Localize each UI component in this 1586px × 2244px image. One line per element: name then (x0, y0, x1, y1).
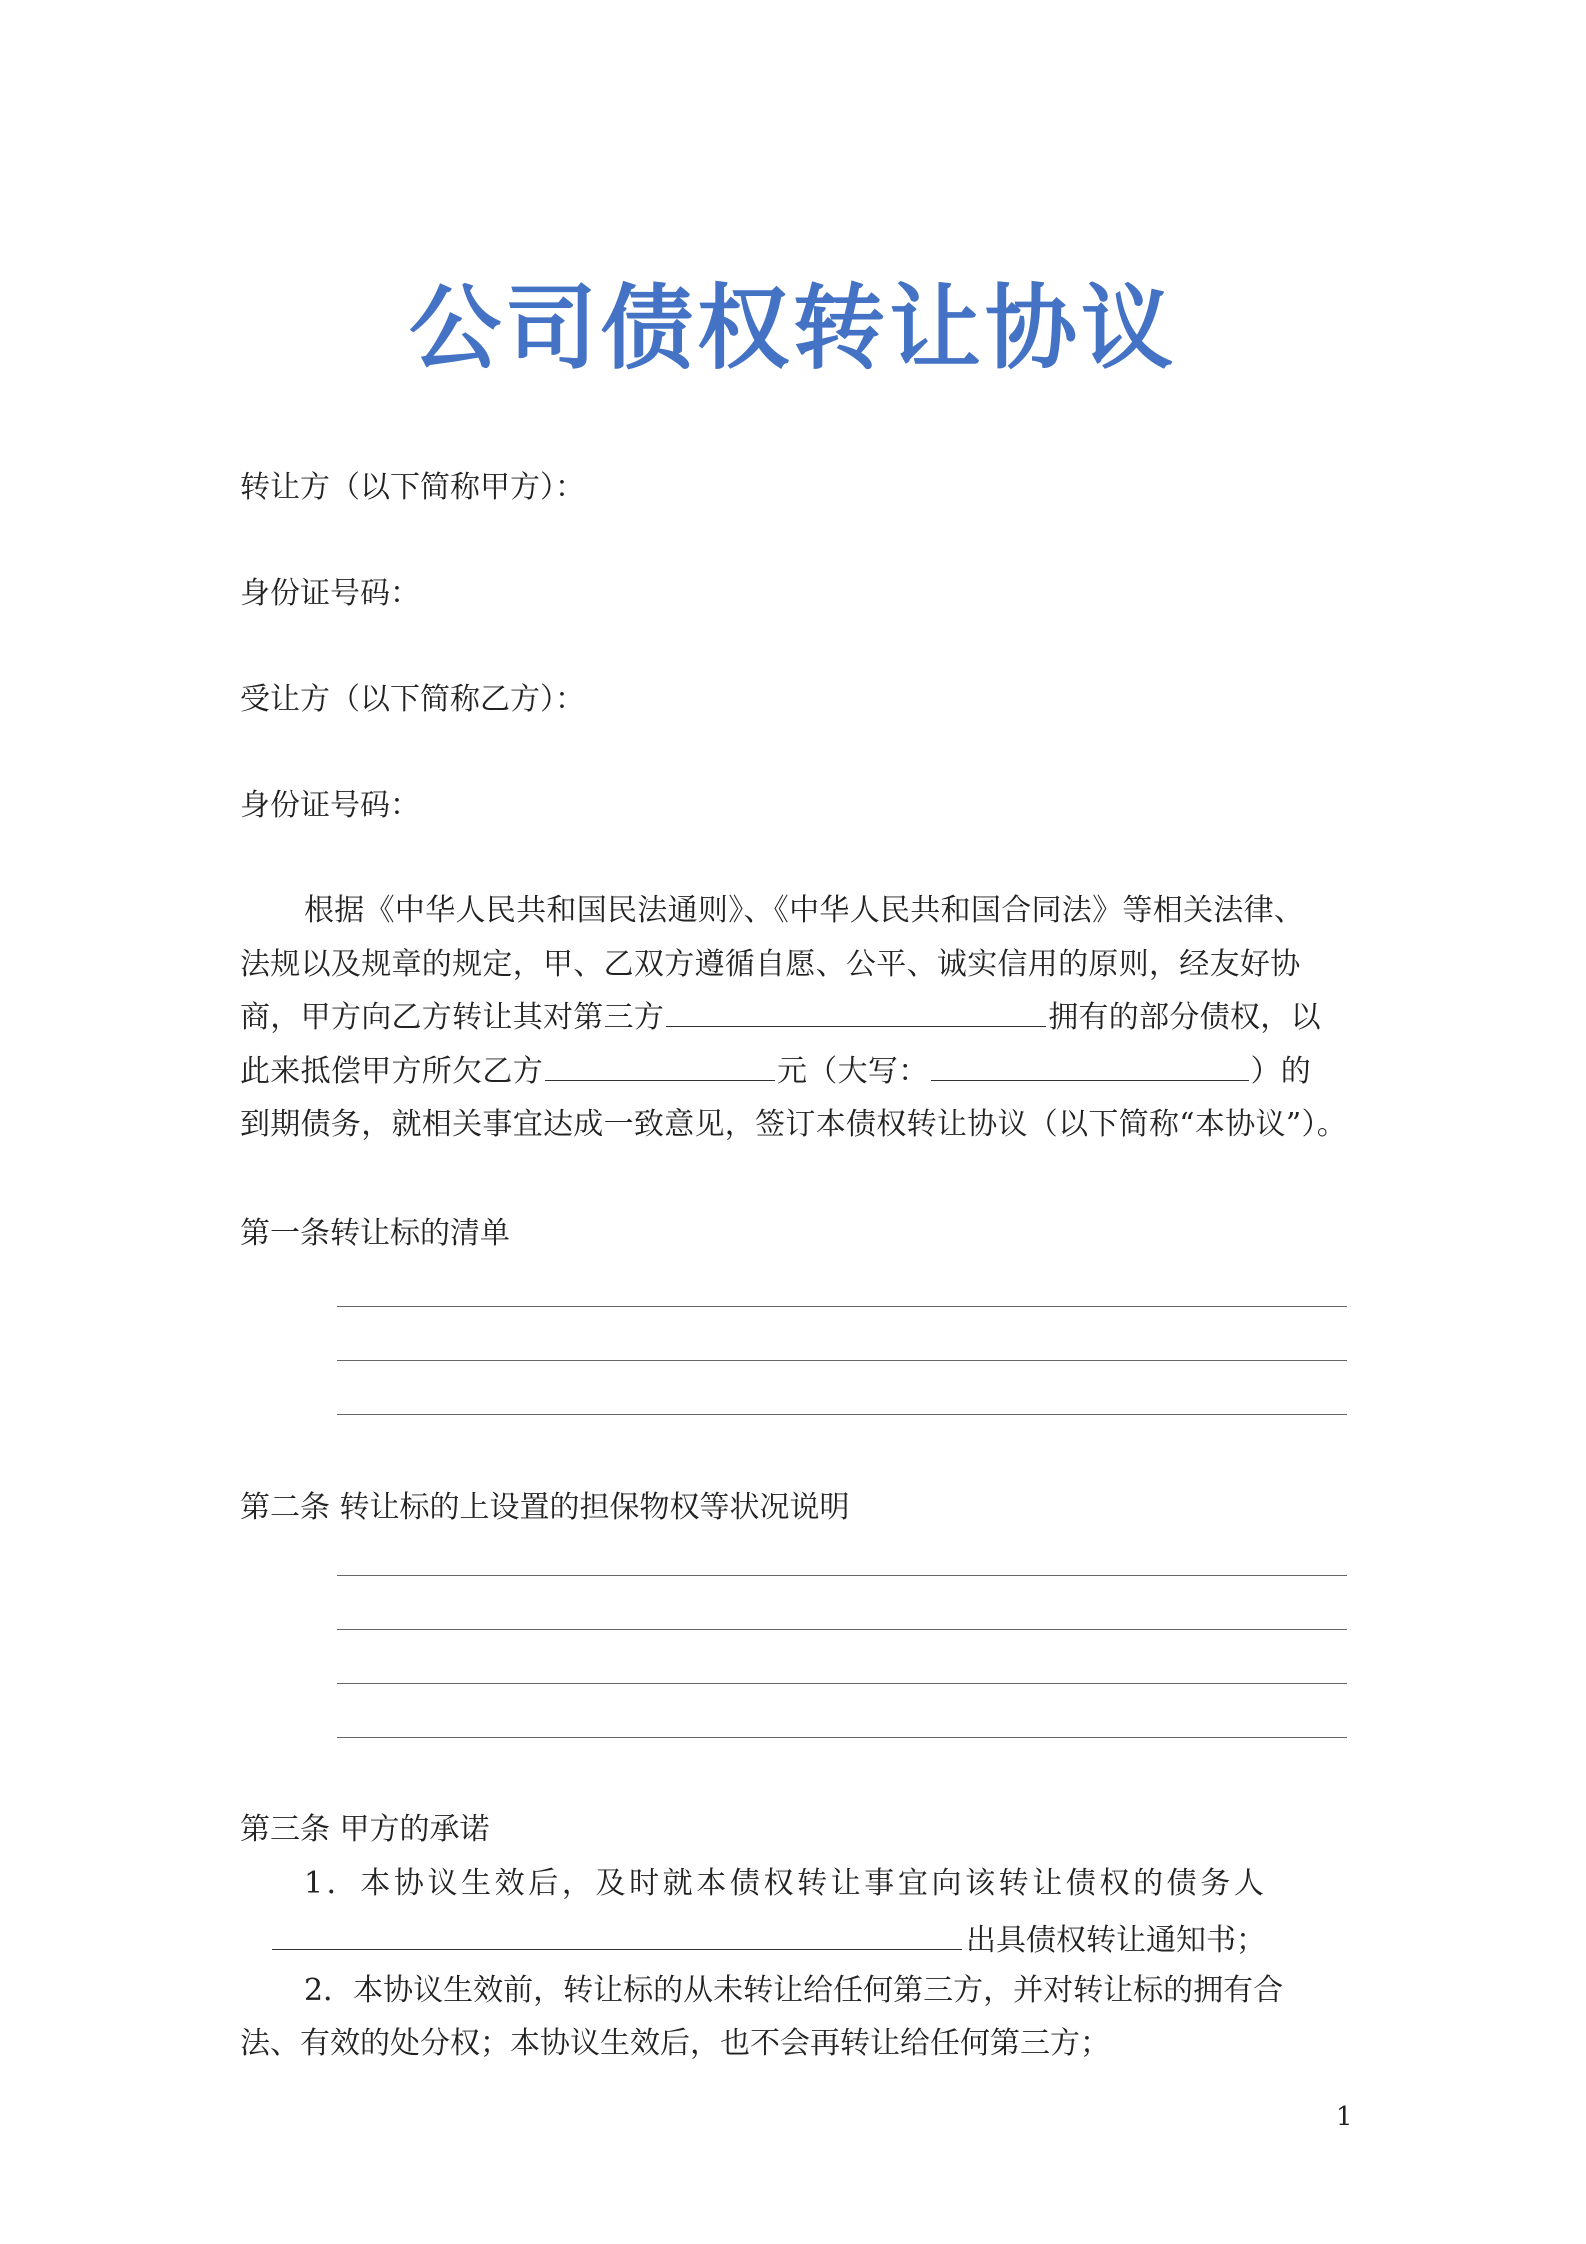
preamble-line-3-end: 拥有的部分债权，以 (1048, 1000, 1321, 1035)
amount-blank[interactable] (545, 1048, 775, 1081)
article-1-blank-line[interactable] (337, 1306, 1347, 1307)
preamble-line-3-start: 商，甲方向乙方转让其对第三方 (240, 1000, 665, 1035)
article-2-blank-line[interactable] (337, 1575, 1347, 1576)
article-2-blank-line[interactable] (337, 1683, 1347, 1684)
article-3-heading: 第三条 甲方的承诺 (240, 1812, 490, 1847)
article-3-item-2-line-2: 法、有效的处分权；本协议生效后，也不会再转让给任何第三方； (240, 2026, 1110, 2061)
article-1-blank-line[interactable] (337, 1414, 1347, 1415)
preamble-line-5: 到期债务，就相关事宜达成一致意见，签订本债权转让协议（以下简称“本协议”）。 (240, 1107, 1348, 1142)
article-2-blank-line[interactable] (337, 1737, 1347, 1738)
preamble-line-3 (240, 991, 1350, 1045)
article-2-heading: 第二条 转让标的上设置的担保物权等状况说明 (240, 1490, 850, 1525)
article-2-blank-line[interactable] (337, 1629, 1347, 1630)
preamble-line-4 (240, 1045, 1350, 1099)
transferee-label: 受让方（以下简称乙方）： (240, 682, 585, 717)
third-party-blank[interactable] (666, 994, 1046, 1027)
amount-uppercase-blank[interactable] (931, 1048, 1249, 1081)
article-3-item-1-line-1: 1．本协议生效后，及时就本债权转让事宜向该转让债权的债务人 (304, 1866, 1268, 1901)
preamble-line-4-start: 此来抵偿甲方所欠乙方 (240, 1053, 543, 1089)
article-3-item-2-line-1: 2．本协议生效前，转让标的从未转让给任何第三方，并对转让标的拥有合 (304, 1973, 1284, 2008)
preamble-paragraph (240, 884, 1350, 1152)
article-1-blank-line[interactable] (337, 1360, 1347, 1361)
preamble-line-1: 根据《中华人民共和国民法通则》、《中华人民共和国合同法》等相关法律、 (304, 893, 1305, 928)
article-3-item-1-end: 出具债权转让通知书； (966, 1923, 1266, 1958)
page-number: 1 (1336, 2102, 1353, 2132)
transferor-id-label: 身份证号码： (240, 576, 420, 611)
preamble-line-4-mid: 元（大写： (777, 1053, 929, 1089)
transferee-id-label: 身份证号码： (240, 788, 420, 823)
transferor-label: 转让方（以下简称甲方）： (240, 470, 585, 505)
article-1-heading: 第一条转让标的清单 (240, 1216, 510, 1251)
debtor-blank[interactable] (272, 1917, 962, 1950)
article-3-item-1-line-2 (270, 1917, 1266, 1961)
document-title: 公司债权转让协议 (408, 274, 1177, 382)
preamble-line-4-end: ）的 (1250, 1053, 1312, 1089)
preamble-line-2: 法规以及规章的规定，甲、乙双方遵循自愿、公平、诚实信用的原则，经友好协 (240, 946, 1301, 982)
